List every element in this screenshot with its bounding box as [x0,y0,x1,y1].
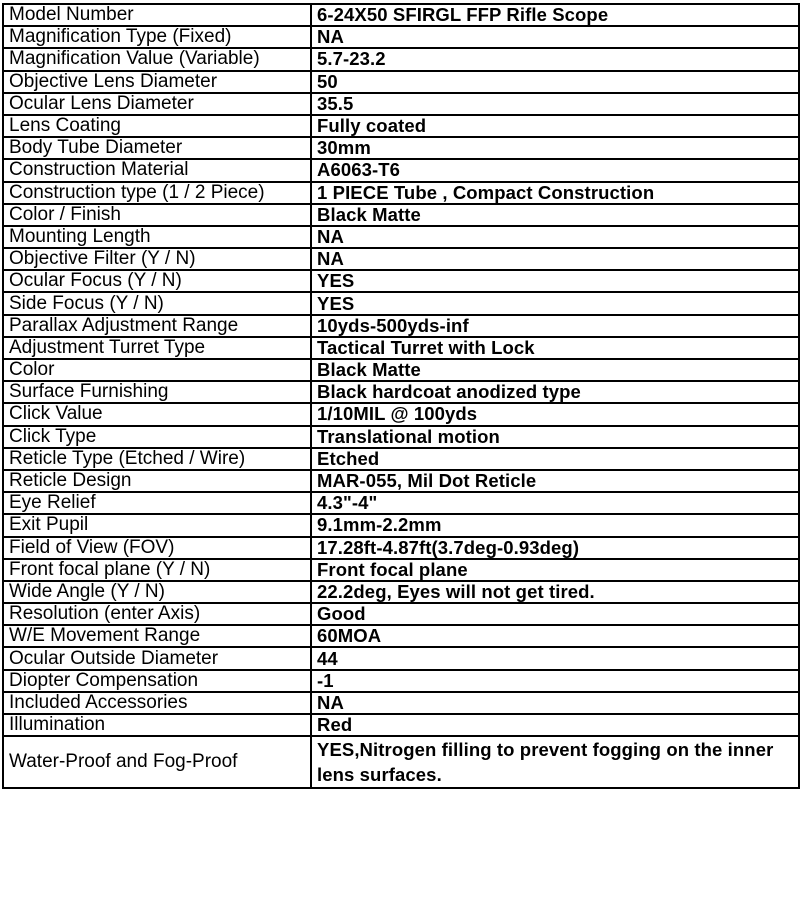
spec-value: 10yds-500yds-inf [311,315,799,337]
spec-label: Objective Filter (Y / N) [3,248,311,270]
spec-value: 50 [311,71,799,93]
table-row [3,470,799,492]
spec-label: Objective Lens Diameter [3,71,311,93]
spec-value: Good [311,603,799,625]
table-row [3,403,799,425]
spec-label: Color [3,359,311,381]
spec-value: 4.3"-4" [311,492,799,514]
spec-label: Construction type (1 / 2 Piece) [3,182,311,204]
table-row [3,603,799,625]
table-row [3,670,799,692]
table-row [3,204,799,226]
spec-value: NA [311,26,799,48]
spec-label: Click Value [3,403,311,425]
spec-label: Parallax Adjustment Range [3,315,311,337]
spec-label: Resolution (enter Axis) [3,603,311,625]
spec-label: Magnification Type (Fixed) [3,26,311,48]
table-row [3,714,799,736]
table-row [3,381,799,403]
table-row [3,93,799,115]
spec-label: Wide Angle (Y / N) [3,581,311,603]
table-row [3,514,799,536]
spec-value: 9.1mm-2.2mm [311,514,799,536]
spec-label: W/E Movement Range [3,625,311,647]
table-row [3,736,799,788]
table-row [3,559,799,581]
spec-label: Exit Pupil [3,514,311,536]
spec-value: 1/10MIL @ 100yds [311,403,799,425]
spec-label: Reticle Design [3,470,311,492]
table-row [3,26,799,48]
table-row [3,182,799,204]
table-row [3,647,799,669]
table-row [3,448,799,470]
spec-label: Front focal plane (Y / N) [3,559,311,581]
spec-table [2,3,800,789]
spec-value: Black hardcoat anodized type [311,381,799,403]
table-row [3,4,799,26]
spec-label: Color / Finish [3,204,311,226]
spec-label: Reticle Type (Etched / Wire) [3,448,311,470]
spec-label: Model Number [3,4,311,26]
table-row [3,137,799,159]
table-row [3,537,799,559]
spec-value: Black Matte [311,359,799,381]
spec-value: Tactical Turret with Lock [311,337,799,359]
spec-label: Ocular Lens Diameter [3,93,311,115]
spec-value: YES [311,270,799,292]
table-row [3,115,799,137]
spec-label: Diopter Compensation [3,670,311,692]
spec-label: Surface Furnishing [3,381,311,403]
spec-label: Magnification Value (Variable) [3,48,311,70]
spec-value: 17.28ft-4.87ft(3.7deg-0.93deg) [311,537,799,559]
table-row [3,625,799,647]
spec-label: Ocular Outside Diameter [3,647,311,669]
table-row [3,315,799,337]
table-row [3,426,799,448]
table-row [3,270,799,292]
spec-value: NA [311,692,799,714]
spec-value: 22.2deg, Eyes will not get tired. [311,581,799,603]
spec-label: Field of View (FOV) [3,537,311,559]
spec-label: Adjustment Turret Type [3,337,311,359]
table-row [3,492,799,514]
table-row [3,71,799,93]
spec-value: YES [311,292,799,314]
spec-label: Body Tube Diameter [3,137,311,159]
spec-value: Translational motion [311,426,799,448]
spec-value: Front focal plane [311,559,799,581]
spec-value: Fully coated [311,115,799,137]
table-row [3,292,799,314]
spec-value: Etched [311,448,799,470]
spec-value: Red [311,714,799,736]
spec-label: Included Accessories [3,692,311,714]
spec-label: Water-Proof and Fog-Proof [3,736,311,788]
spec-value: -1 [311,670,799,692]
spec-label: Click Type [3,426,311,448]
spec-value: 30mm [311,137,799,159]
spec-label: Lens Coating [3,115,311,137]
spec-label: Illumination [3,714,311,736]
table-row [3,248,799,270]
spec-value: MAR-055, Mil Dot Reticle [311,470,799,492]
table-row [3,337,799,359]
table-row [3,159,799,181]
spec-label: Side Focus (Y / N) [3,292,311,314]
spec-label: Mounting Length [3,226,311,248]
spec-value: A6063-T6 [311,159,799,181]
table-row [3,581,799,603]
spec-value: Black Matte [311,204,799,226]
spec-value: 6-24X50 SFIRGL FFP Rifle Scope [311,4,799,26]
spec-value: NA [311,226,799,248]
spec-value: 5.7-23.2 [311,48,799,70]
spec-label: Eye Relief [3,492,311,514]
spec-value: YES,Nitrogen filling to prevent fogging on the inner lens surfaces. [311,736,799,788]
table-row [3,48,799,70]
spec-value: 1 PIECE Tube , Compact Construction [311,182,799,204]
table-row [3,359,799,381]
table-row [3,692,799,714]
spec-label: Construction Material [3,159,311,181]
spec-value: NA [311,248,799,270]
spec-value: 44 [311,647,799,669]
spec-value: 60MOA [311,625,799,647]
spec-label: Ocular Focus (Y / N) [3,270,311,292]
spec-table-body [3,4,799,788]
spec-value: 35.5 [311,93,799,115]
table-row [3,226,799,248]
